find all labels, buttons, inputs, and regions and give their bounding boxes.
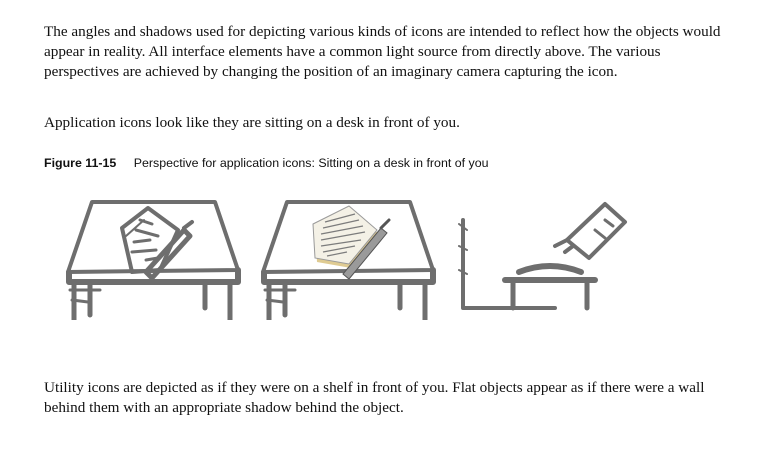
figure-caption-text: Perspective for application icons: Sitting on a desk in front of you	[133, 156, 489, 170]
desk-with-document-icon	[255, 190, 440, 320]
utility-icons-paragraph: Utility icons are depicted as if they were on a shelf in front of you. Flat objects appear as if there were a wall behind them with an appropriate shadow behind the object.	[44, 379, 705, 416]
side-view-camera-sketch-icon	[455, 190, 655, 320]
sketched-document-icon	[122, 208, 178, 272]
intro-paragraph: The angles and shadows used for depicting various kinds of icons are intended to reflect how the objects would appear in reality. All interface elements have a common light source from directly above. The various perspectives are achieved by changing the position of an imaginary camera capturing the icon.	[44, 23, 721, 80]
figure-caption	[44, 155, 488, 171]
perspective-figure	[60, 190, 660, 320]
desk-sketch-icon	[60, 190, 245, 320]
document-icon	[313, 206, 379, 268]
application-icons-paragraph: Application icons look like they are sitting on a desk in front of you.	[44, 114, 460, 131]
figure-number: Figure 11-15	[44, 156, 117, 170]
camera-sketch-icon	[555, 204, 625, 258]
